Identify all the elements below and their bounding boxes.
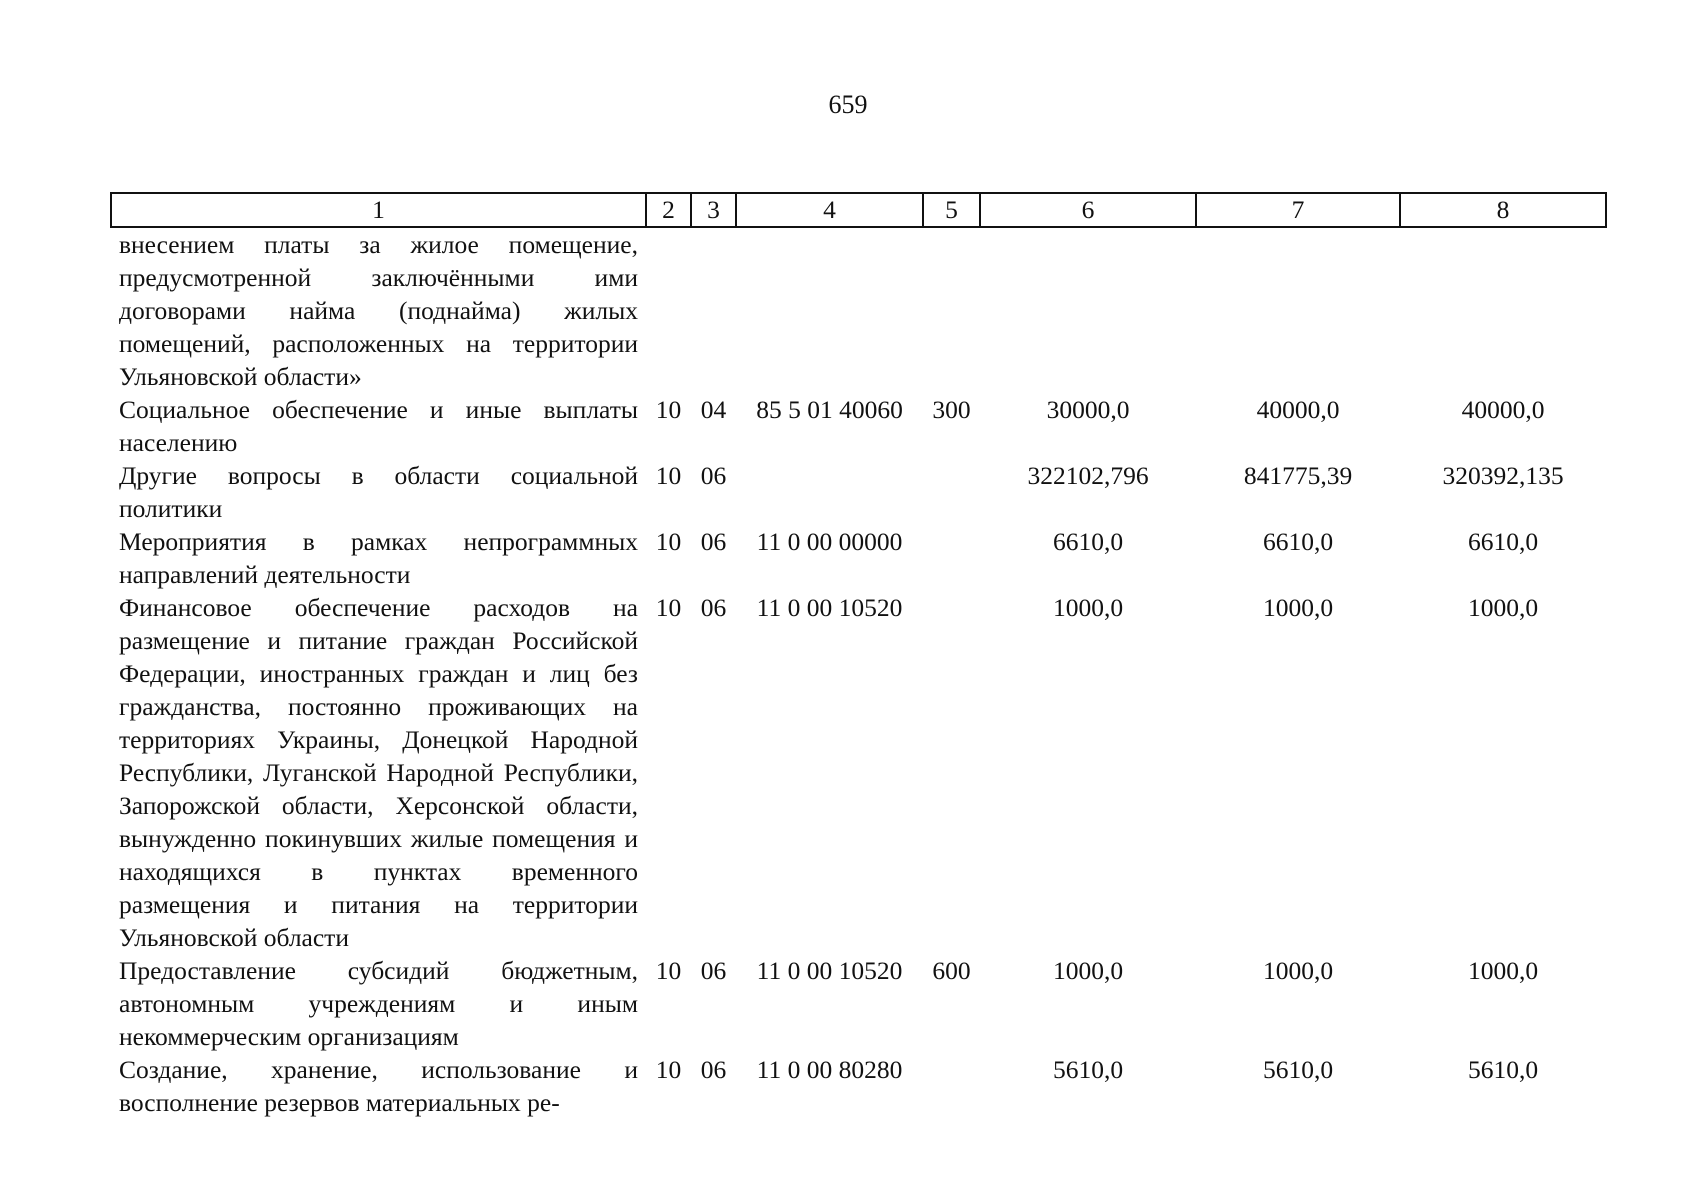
- row-subsection: [691, 227, 736, 393]
- row-name: Социальное обеспечение и иные выплаты населению: [119, 395, 638, 457]
- table-row: [111, 525, 1606, 591]
- table-row: [111, 393, 1606, 459]
- header-col-6: 6: [980, 193, 1196, 227]
- row-name: Финансовое обеспечение расходов на размещение и питание граждан Российской Федерации, иностранных граждан и лиц без гражданства, постоянно проживающих на территориях Украины, Донецкой Народной Республики, Луганской Народной Республики, Запорожской области, Херсонской области, вынужденно покинувших жилые помещения и находящихся в пунктах временного размещения и питания на территории Ульяновской области: [119, 593, 638, 952]
- row-year2: 6610,0: [1262, 527, 1334, 556]
- header-col-8: 8: [1400, 193, 1606, 227]
- row-section: 10: [655, 593, 682, 622]
- row-target-code: 11 0 00 10520: [756, 956, 903, 985]
- header-col-5: 5: [923, 193, 980, 227]
- row-year3: 1000,0: [1467, 593, 1539, 622]
- row-year3: 320392,135: [1442, 461, 1564, 490]
- row-year3: 6610,0: [1467, 527, 1539, 556]
- row-expense-type: 300: [932, 395, 971, 424]
- row-expense-type: [923, 1053, 980, 1119]
- row-expense-type: 600: [932, 956, 971, 985]
- row-year1: [980, 227, 1196, 393]
- row-year1: 30000,0: [1046, 395, 1130, 424]
- row-target-code: 11 0 00 00000: [756, 527, 903, 556]
- row-year1: 322102,796: [1027, 461, 1149, 490]
- row-year3: 5610,0: [1467, 1055, 1539, 1084]
- row-expense-type: [923, 591, 980, 954]
- budget-table: [110, 192, 1607, 1119]
- row-subsection: 06: [700, 956, 727, 985]
- row-year2: 841775,39: [1243, 461, 1353, 490]
- row-year3: 40000,0: [1461, 395, 1545, 424]
- row-subsection: 06: [700, 593, 727, 622]
- header-row: [111, 193, 1606, 227]
- row-target-code: [736, 459, 923, 525]
- row-section: 10: [655, 395, 682, 424]
- table-row: [111, 1053, 1606, 1119]
- row-year2: 1000,0: [1262, 956, 1334, 985]
- row-year1: 5610,0: [1052, 1055, 1124, 1084]
- row-expense-type: [923, 227, 980, 393]
- row-target-code: [736, 227, 923, 393]
- table-row: [111, 227, 1606, 393]
- row-name: Другие вопросы в области социальной политики: [119, 461, 638, 523]
- row-section: 10: [655, 461, 682, 490]
- table-row: [111, 954, 1606, 1053]
- row-target-code: 11 0 00 80280: [756, 1055, 903, 1084]
- row-subsection: 06: [700, 527, 727, 556]
- header-col-4: 4: [736, 193, 923, 227]
- row-subsection: 06: [700, 1055, 727, 1084]
- row-year2: [1196, 227, 1400, 393]
- row-section: 10: [655, 956, 682, 985]
- row-year1: 1000,0: [1052, 593, 1124, 622]
- table-row: [111, 591, 1606, 954]
- row-year2: 5610,0: [1262, 1055, 1334, 1084]
- row-name: Создание, хранение, использование и восполнение резервов материальных ре-: [119, 1055, 638, 1117]
- row-target-code: 85 5 01 40060: [756, 395, 903, 424]
- row-section: [646, 227, 691, 393]
- row-name: внесением платы за жилое помещение, предусмотренной заключёнными ими договорами найма (поднайма) жилых помещений, расположенных на территории Ульяновской области»: [119, 230, 638, 391]
- table-row: [111, 459, 1606, 525]
- row-expense-type: [923, 525, 980, 591]
- row-name: Мероприятия в рамках непрограммных направлений деятельности: [119, 527, 638, 589]
- row-subsection: 04: [700, 395, 727, 424]
- header-col-7: 7: [1196, 193, 1400, 227]
- row-name: Предоставление субсидий бюджетным, автономным учреждениям и иным некоммерческим организациям: [119, 956, 638, 1051]
- header-col-1: 1: [111, 193, 646, 227]
- row-year1: 6610,0: [1052, 527, 1124, 556]
- row-year2: 1000,0: [1262, 593, 1334, 622]
- row-section: 10: [655, 1055, 682, 1084]
- row-subsection: 06: [700, 461, 727, 490]
- page-number: 659: [828, 90, 868, 119]
- row-target-code: 11 0 00 10520: [756, 593, 903, 622]
- row-year3: 1000,0: [1467, 956, 1539, 985]
- header-col-3: 3: [691, 193, 736, 227]
- header-col-2: 2: [646, 193, 691, 227]
- row-year1: 1000,0: [1052, 956, 1124, 985]
- row-expense-type: [923, 459, 980, 525]
- row-section: 10: [655, 527, 682, 556]
- row-year2: 40000,0: [1256, 395, 1340, 424]
- row-year3: [1400, 227, 1606, 393]
